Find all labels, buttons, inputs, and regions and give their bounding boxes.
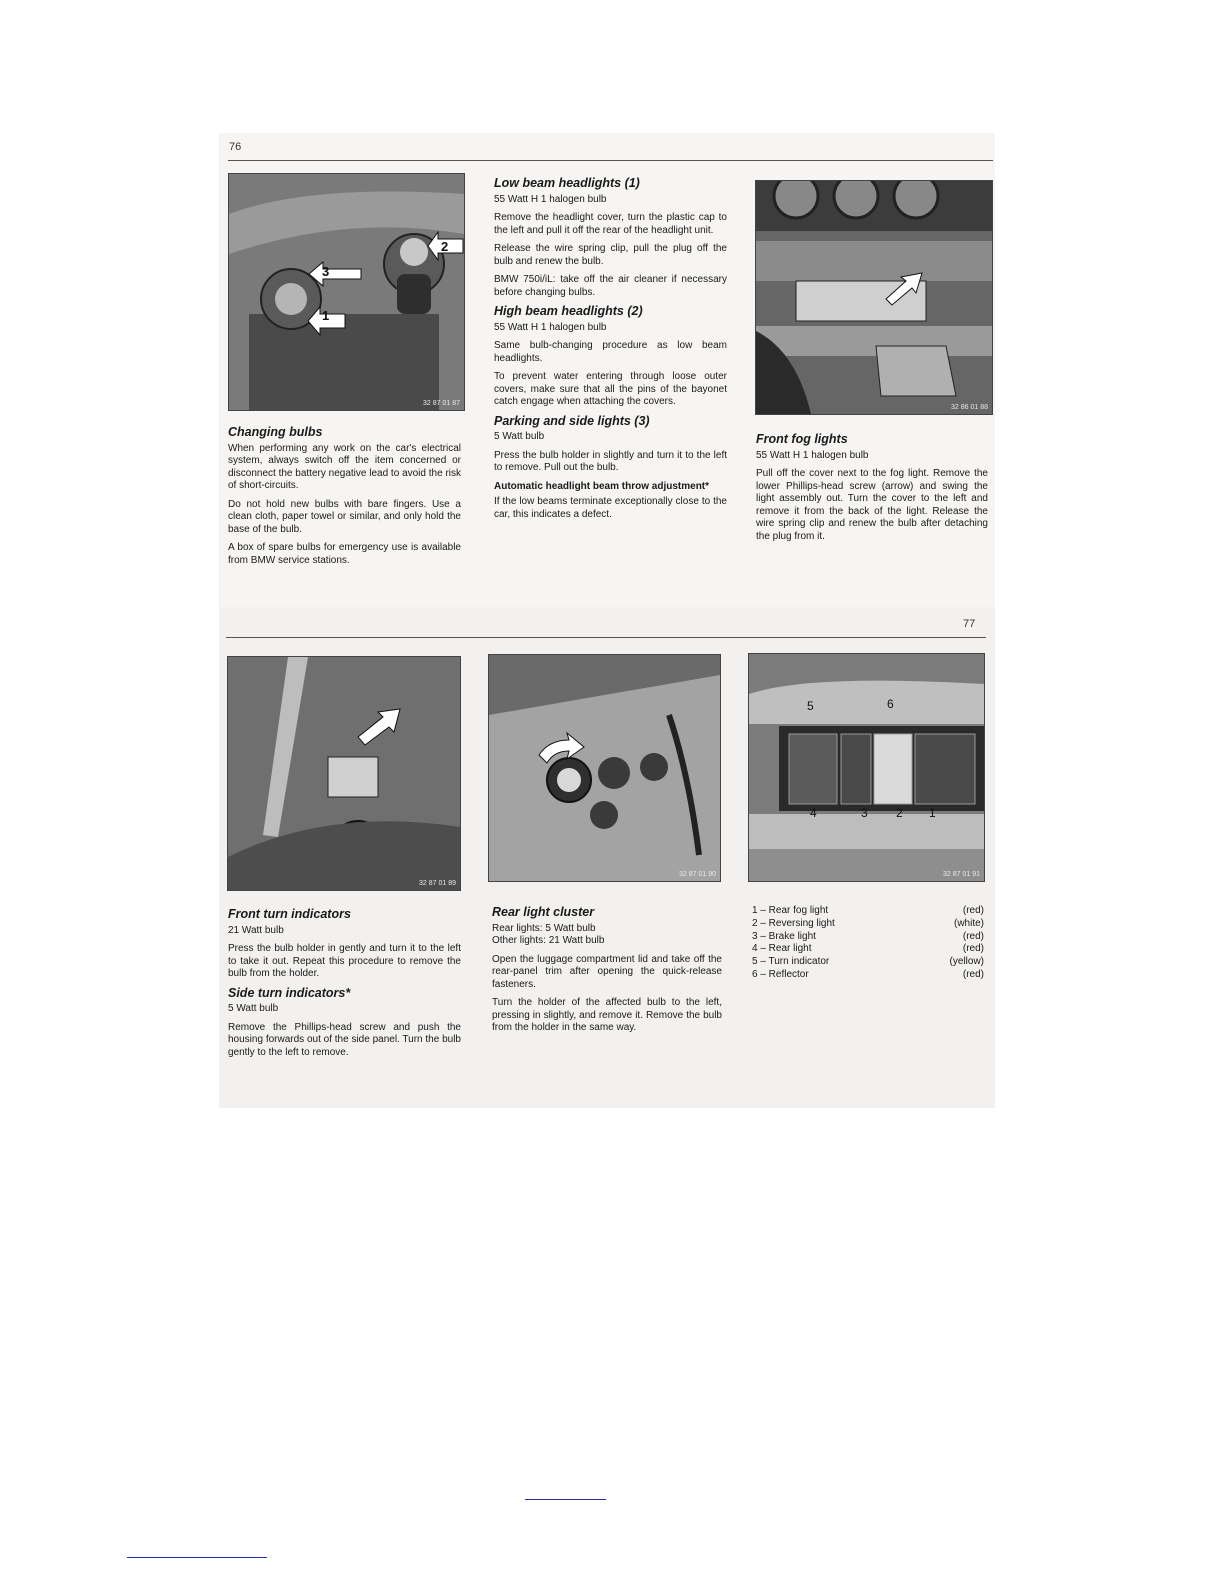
auto-beam-p1: If the low beams terminate exceptionally close to the car, this indicates a defect. <box>494 496 727 520</box>
legend-row <box>752 905 984 918</box>
rear-light-illustration <box>749 654 984 881</box>
rear-cluster-heading: Rear light cluster <box>492 905 595 919</box>
headlight-bulbs-photo <box>228 173 465 411</box>
legend-label: 3 – Brake light <box>752 930 816 942</box>
headlights-section <box>494 177 727 527</box>
rear-cluster-code: 32 87 01 90 <box>679 871 716 878</box>
rear-callout-2: 2 <box>896 806 903 820</box>
rear-callout-3: 3 <box>861 806 868 820</box>
fog-p1: Pull off the cover next to the fog light. Remove the lower Phillips-head screw (arrow) and swing the light assembly out. Turn the cover to the left and remove it from the back of the light. Release the wire spring clip and renew the bulb after detaching the plug from it. <box>756 468 988 542</box>
low-beam-p3: BMW 750i/iL: take off the air cleaner if necessary before changing bulbs. <box>494 274 727 298</box>
photo-code: 32 87 01 87 <box>423 400 460 407</box>
side-turn-spec: 5 Watt bulb <box>228 1003 279 1014</box>
low-beam-p1: Remove the headlight cover, turn the plastic cap to the left and pull it off the rear of the headlight unit. <box>494 212 727 236</box>
rear-cluster-holders-illustration <box>489 655 720 881</box>
callout-2: 2 <box>441 239 449 254</box>
high-beam-spec: 55 Watt H 1 halogen bulb <box>494 321 607 333</box>
callout-1: 1 <box>322 308 330 323</box>
page-number-77: 77 <box>963 618 976 630</box>
header-rule-76 <box>228 160 993 161</box>
parking-p1: Press the bulb holder in slightly and turn it to the left to remove. Pull out the bulb. <box>494 449 727 473</box>
fog-heading: Front fog lights <box>756 432 848 446</box>
rear-cluster-spec1: Rear lights: 5 Watt bulb <box>492 922 596 934</box>
rear-cluster-p2: Turn the holder of the affected bulb to the left, pressing in slightly, and remove it. Remove the bulb from the holder in the same way. <box>492 997 722 1033</box>
low-beam-heading: Low beam headlights (1) <box>494 176 640 190</box>
rear-light-photo <box>748 653 985 882</box>
changing-bulbs-section <box>228 426 461 573</box>
low-beam-spec: 55 Watt H 1 halogen bulb <box>494 193 607 205</box>
high-beam-p2: To prevent water entering through loose outer covers, make sure that all the pins of the bayonet catch engage when attaching the covers. <box>494 371 727 407</box>
legend-label: 4 – Rear light <box>752 943 812 955</box>
rear-cluster-holders-photo <box>488 654 721 882</box>
side-turn-heading: Side turn indicators* <box>228 985 351 1000</box>
legend-row <box>752 943 984 956</box>
page-number-76: 76 <box>229 141 242 153</box>
high-beam-heading: High beam headlights (2) <box>494 304 643 318</box>
side-turn-p1: Remove the Phillips-head screw and push the housing forwards out of the side panel. Turn the bulb gently to the left to remove. <box>228 1021 461 1058</box>
changing-bulbs-p3: A box of spare bulbs for emergency use is available from BMW service stations. <box>228 542 461 566</box>
front-turn-p1: Press the bulb holder in gently and turn it to the left to take it out. Repeat this procedure to remove the bulb from the holder. <box>228 943 461 979</box>
legend-color: (yellow) <box>949 956 984 968</box>
legend-row <box>752 918 984 931</box>
legend-color: (white) <box>953 917 984 929</box>
rear-callout-5: 5 <box>807 699 814 713</box>
rear-light-legend <box>752 905 984 982</box>
front-turn-code: 32 87 01 89 <box>419 880 456 887</box>
headlight-bulbs-illustration <box>229 174 464 410</box>
header-rule-77 <box>226 637 986 638</box>
rear-light-cluster-section <box>492 906 722 1041</box>
legend-row <box>752 956 984 969</box>
auto-beam-heading: Automatic headlight beam throw adjustment* <box>494 480 710 492</box>
rear-light-code: 32 87 01 91 <box>943 871 980 878</box>
legend-color: (red) <box>962 968 984 980</box>
fog-light-photo <box>755 180 993 415</box>
legend-color: (red) <box>962 930 984 942</box>
rear-cluster-spec2: Other lights: 21 Watt bulb <box>492 935 605 946</box>
legend-color: (red) <box>962 943 984 955</box>
changing-bulbs-p2: Do not hold new bulbs with bare fingers. Use a clean cloth, paper towel or similar, and only hold the base of the bulb. <box>228 498 461 535</box>
legend-label: 6 – Reflector <box>752 968 809 980</box>
legend-color: (red) <box>962 905 984 916</box>
changing-bulbs-p1: When performing any work on the car's electrical system, always switch off the item concerned or disconnect the battery negative lead to avoid the risk of short-circuits. <box>228 442 461 491</box>
parking-heading: Parking and side lights (3) <box>494 413 650 428</box>
fog-spec: 55 Watt H 1 halogen bulb <box>756 449 869 461</box>
rear-callout-1: 1 <box>929 806 936 820</box>
changing-bulbs-heading: Changing bulbs <box>228 425 323 439</box>
front-turn-illustration <box>228 657 460 890</box>
fog-photo-code: 32 86 01 88 <box>951 404 988 411</box>
low-beam-p2: Release the wire spring clip, pull the plug off the bulb and renew the bulb. <box>494 243 727 267</box>
empty-link-underline[interactable] <box>127 1557 267 1558</box>
rear-callout-4: 4 <box>810 806 817 820</box>
legend-label: 5 – Turn indicator <box>752 956 830 968</box>
legend-row <box>752 931 984 944</box>
front-turn-heading: Front turn indicators <box>228 907 351 921</box>
parking-spec: 5 Watt bulb <box>494 431 545 442</box>
turn-indicators-section <box>228 908 461 1065</box>
front-turn-indicator-photo <box>227 656 461 891</box>
legend-label: 2 – Reversing light <box>752 917 835 929</box>
high-beam-p1: Same bulb-changing procedure as low beam headlights. <box>494 340 727 364</box>
rear-cluster-p1: Open the luggage compartment lid and take off the rear-panel trim after opening the quick-release fasteners. <box>492 953 722 990</box>
fog-light-illustration <box>756 181 992 414</box>
rear-callout-6: 6 <box>887 697 894 711</box>
callout-3: 3 <box>322 264 330 279</box>
legend-row <box>752 969 984 982</box>
empty-link-underline[interactable] <box>525 1499 606 1500</box>
fog-lights-section <box>756 433 988 549</box>
legend-label: 1 – Rear fog light <box>752 905 829 916</box>
front-turn-spec: 21 Watt bulb <box>228 924 284 936</box>
